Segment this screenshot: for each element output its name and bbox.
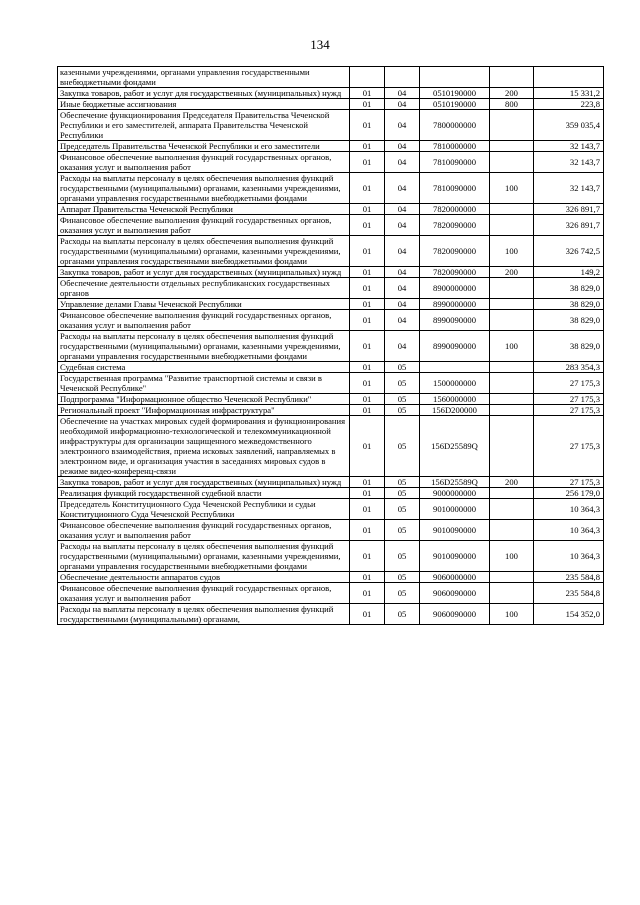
cell-section: 01 bbox=[350, 541, 385, 572]
cell-subsection: 04 bbox=[385, 88, 420, 99]
cell-name: Финансовое обеспечение выполнения функций государственных органов, оказания услуг и выполнения работ bbox=[58, 152, 350, 173]
cell-subsection: 04 bbox=[385, 299, 420, 310]
cell-target-code bbox=[420, 67, 490, 88]
cell-target-code: 156D25589Q bbox=[420, 416, 490, 477]
cell-amount: 359 035,4 bbox=[534, 110, 604, 141]
cell-amount: 235 584,8 bbox=[534, 583, 604, 604]
cell-section: 01 bbox=[350, 362, 385, 373]
cell-expense-type bbox=[490, 204, 534, 215]
cell-expense-type bbox=[490, 310, 534, 331]
cell-amount: 27 175,3 bbox=[534, 405, 604, 416]
cell-amount: 32 143,7 bbox=[534, 152, 604, 173]
cell-amount: 149,2 bbox=[534, 267, 604, 278]
cell-name: Финансовое обеспечение выполнения функций государственных органов, оказания услуг и выполнения работ bbox=[58, 520, 350, 541]
cell-expense-type: 100 bbox=[490, 541, 534, 572]
cell-target-code: 1560000000 bbox=[420, 394, 490, 405]
cell-name: Судебная система bbox=[58, 362, 350, 373]
cell-amount: 256 179,0 bbox=[534, 488, 604, 499]
cell-subsection: 05 bbox=[385, 373, 420, 394]
cell-subsection: 04 bbox=[385, 99, 420, 110]
cell-amount: 283 354,3 bbox=[534, 362, 604, 373]
cell-expense-type bbox=[490, 152, 534, 173]
table-row bbox=[58, 499, 604, 520]
cell-section: 01 bbox=[350, 520, 385, 541]
cell-expense-type bbox=[490, 67, 534, 88]
table-row bbox=[58, 299, 604, 310]
cell-name: Председатель Конституционного Суда Чеченской Республики и судьи Конституционного Суда Чеченской Республики bbox=[58, 499, 350, 520]
cell-target-code: 8900000000 bbox=[420, 278, 490, 299]
cell-section: 01 bbox=[350, 488, 385, 499]
cell-name: Государственная программа "Развитие транспортной системы и связи в Чеченской Республике" bbox=[58, 373, 350, 394]
cell-expense-type bbox=[490, 373, 534, 394]
cell-target-code: 156D25589Q bbox=[420, 477, 490, 488]
cell-expense-type bbox=[490, 488, 534, 499]
cell-expense-type: 200 bbox=[490, 267, 534, 278]
cell-section: 01 bbox=[350, 331, 385, 362]
cell-expense-type bbox=[490, 572, 534, 583]
cell-amount: 27 175,3 bbox=[534, 477, 604, 488]
table-row bbox=[58, 572, 604, 583]
cell-expense-type: 100 bbox=[490, 173, 534, 204]
page-number: 134 bbox=[310, 37, 330, 52]
cell-name: Обеспечение функционирования Председателя Правительства Чеченской Республики и его заместителей, аппарата Правительства Чеченской Республики bbox=[58, 110, 350, 141]
cell-name: Расходы на выплаты персоналу в целях обеспечения выполнения функций государственными (муниципальными) органами, казенными учреждениями, органами управления государственными внебюджетными фондами bbox=[58, 331, 350, 362]
cell-expense-type: 100 bbox=[490, 331, 534, 362]
table-row bbox=[58, 541, 604, 572]
cell-target-code: 7820090000 bbox=[420, 215, 490, 236]
table-row bbox=[58, 110, 604, 141]
cell-target-code: 9060090000 bbox=[420, 604, 490, 625]
cell-subsection: 05 bbox=[385, 520, 420, 541]
cell-target-code: 7820000000 bbox=[420, 204, 490, 215]
table-row bbox=[58, 278, 604, 299]
cell-target-code: 9010000000 bbox=[420, 499, 490, 520]
cell-name: Финансовое обеспечение выполнения функций государственных органов, оказания услуг и выполнения работ bbox=[58, 215, 350, 236]
cell-name: Финансовое обеспечение выполнения функций государственных органов, оказания услуг и выполнения работ bbox=[58, 310, 350, 331]
cell-target-code: 7810090000 bbox=[420, 173, 490, 204]
cell-amount: 10 364,3 bbox=[534, 499, 604, 520]
table-row bbox=[58, 310, 604, 331]
table-row bbox=[58, 604, 604, 625]
cell-name: Обеспечение на участках мировых судей формирования и функционирования необходимой информационно-технологической и телекоммуникационной инфраструктуры для организации защищенного межведомственного электронного взаимодействия, приема исковых заявлений, направляемых в электронном виде, и организация участия в заседаниях мировых судов в режиме видео-конференц-связи bbox=[58, 416, 350, 477]
cell-section: 01 bbox=[350, 278, 385, 299]
cell-amount: 10 364,3 bbox=[534, 541, 604, 572]
cell-expense-type bbox=[490, 215, 534, 236]
cell-section: 01 bbox=[350, 299, 385, 310]
cell-subsection: 05 bbox=[385, 477, 420, 488]
table-row bbox=[58, 477, 604, 488]
cell-subsection: 04 bbox=[385, 110, 420, 141]
cell-amount: 326 891,7 bbox=[534, 204, 604, 215]
cell-name: Обеспечение деятельности отдельных республиканских государственных органов bbox=[58, 278, 350, 299]
cell-target-code: 0510190000 bbox=[420, 99, 490, 110]
cell-name: Реализация функций государственной судебной власти bbox=[58, 488, 350, 499]
cell-name: Управление делами Главы Чеченской Республики bbox=[58, 299, 350, 310]
cell-subsection: 05 bbox=[385, 488, 420, 499]
cell-section: 01 bbox=[350, 572, 385, 583]
cell-expense-type bbox=[490, 405, 534, 416]
cell-amount: 32 143,7 bbox=[534, 141, 604, 152]
cell-amount: 38 829,0 bbox=[534, 310, 604, 331]
cell-amount: 10 364,3 bbox=[534, 520, 604, 541]
cell-section: 01 bbox=[350, 215, 385, 236]
table-row bbox=[58, 88, 604, 99]
cell-expense-type: 200 bbox=[490, 88, 534, 99]
cell-subsection: 04 bbox=[385, 141, 420, 152]
cell-expense-type: 100 bbox=[490, 236, 534, 267]
cell-expense-type bbox=[490, 362, 534, 373]
cell-subsection: 04 bbox=[385, 215, 420, 236]
table-row bbox=[58, 394, 604, 405]
cell-section: 01 bbox=[350, 310, 385, 331]
cell-name: Региональный проект "Информационная инфраструктура" bbox=[58, 405, 350, 416]
cell-amount: 223,8 bbox=[534, 99, 604, 110]
cell-name: Председатель Правительства Чеченской Республики и его заместители bbox=[58, 141, 350, 152]
cell-section: 01 bbox=[350, 141, 385, 152]
cell-subsection: 05 bbox=[385, 394, 420, 405]
cell-section: 01 bbox=[350, 173, 385, 204]
cell-target-code: 8990090000 bbox=[420, 331, 490, 362]
cell-target-code: 8990090000 bbox=[420, 310, 490, 331]
cell-subsection: 05 bbox=[385, 541, 420, 572]
cell-target-code: 1500000000 bbox=[420, 373, 490, 394]
cell-subsection: 05 bbox=[385, 572, 420, 583]
cell-section: 01 bbox=[350, 477, 385, 488]
cell-subsection bbox=[385, 67, 420, 88]
table-row bbox=[58, 583, 604, 604]
cell-expense-type bbox=[490, 416, 534, 477]
cell-target-code: 0510190000 bbox=[420, 88, 490, 99]
table-row bbox=[58, 236, 604, 267]
cell-name: Закупка товаров, работ и услуг для государственных (муниципальных) нужд bbox=[58, 477, 350, 488]
cell-expense-type: 800 bbox=[490, 99, 534, 110]
cell-subsection: 04 bbox=[385, 310, 420, 331]
cell-expense-type bbox=[490, 299, 534, 310]
cell-target-code: 7800000000 bbox=[420, 110, 490, 141]
table-row bbox=[58, 173, 604, 204]
cell-amount: 32 143,7 bbox=[534, 173, 604, 204]
cell-subsection: 05 bbox=[385, 362, 420, 373]
cell-target-code: 9060090000 bbox=[420, 583, 490, 604]
cell-name: Обеспечение деятельности аппаратов судов bbox=[58, 572, 350, 583]
cell-amount: 27 175,3 bbox=[534, 416, 604, 477]
table-row bbox=[58, 488, 604, 499]
table-body bbox=[58, 67, 604, 625]
cell-section: 01 bbox=[350, 88, 385, 99]
table-row bbox=[58, 331, 604, 362]
table-row bbox=[58, 362, 604, 373]
cell-subsection: 04 bbox=[385, 204, 420, 215]
cell-name: Расходы на выплаты персоналу в целях обеспечения выполнения функций государственными (муниципальными) органами, казенными учреждениями, органами управления государственными внебюджетными фондами bbox=[58, 173, 350, 204]
table-row bbox=[58, 67, 604, 88]
cell-section: 01 bbox=[350, 204, 385, 215]
cell-amount: 326 891,7 bbox=[534, 215, 604, 236]
cell-target-code: 9000000000 bbox=[420, 488, 490, 499]
cell-expense-type bbox=[490, 110, 534, 141]
cell-amount: 235 584,8 bbox=[534, 572, 604, 583]
cell-subsection: 04 bbox=[385, 331, 420, 362]
cell-name: Иные бюджетные ассигнования bbox=[58, 99, 350, 110]
cell-section: 01 bbox=[350, 405, 385, 416]
cell-amount bbox=[534, 67, 604, 88]
cell-subsection: 05 bbox=[385, 583, 420, 604]
cell-name: Закупка товаров, работ и услуг для государственных (муниципальных) нужд bbox=[58, 88, 350, 99]
table-row bbox=[58, 267, 604, 278]
cell-expense-type: 100 bbox=[490, 604, 534, 625]
cell-expense-type bbox=[490, 141, 534, 152]
table-row bbox=[58, 141, 604, 152]
cell-section: 01 bbox=[350, 99, 385, 110]
cell-name: Расходы на выплаты персоналу в целях обеспечения выполнения функций государственными (муниципальными) органами, bbox=[58, 604, 350, 625]
cell-section: 01 bbox=[350, 110, 385, 141]
cell-expense-type: 200 bbox=[490, 477, 534, 488]
cell-target-code: 7820090000 bbox=[420, 236, 490, 267]
cell-section: 01 bbox=[350, 267, 385, 278]
cell-target-code: 8990000000 bbox=[420, 299, 490, 310]
cell-target-code: 9010090000 bbox=[420, 541, 490, 572]
cell-name: Расходы на выплаты персоналу в целях обеспечения выполнения функций государственными (муниципальными) органами, казенными учреждениями, органами управления государственными внебюджетными фондами bbox=[58, 236, 350, 267]
table-row bbox=[58, 152, 604, 173]
cell-amount: 38 829,0 bbox=[534, 278, 604, 299]
cell-section: 01 bbox=[350, 499, 385, 520]
table-row bbox=[58, 373, 604, 394]
cell-amount: 27 175,3 bbox=[534, 394, 604, 405]
cell-name: Закупка товаров, работ и услуг для государственных (муниципальных) нужд bbox=[58, 267, 350, 278]
cell-subsection: 04 bbox=[385, 236, 420, 267]
cell-subsection: 05 bbox=[385, 416, 420, 477]
cell-amount: 326 742,5 bbox=[534, 236, 604, 267]
cell-amount: 38 829,0 bbox=[534, 331, 604, 362]
cell-name: Подпрограмма "Информационное общество Чеченской Республики" bbox=[58, 394, 350, 405]
table-row bbox=[58, 204, 604, 215]
cell-expense-type bbox=[490, 394, 534, 405]
cell-subsection: 04 bbox=[385, 173, 420, 204]
cell-section: 01 bbox=[350, 152, 385, 173]
cell-subsection: 04 bbox=[385, 152, 420, 173]
cell-section: 01 bbox=[350, 236, 385, 267]
cell-target-code: 7810090000 bbox=[420, 152, 490, 173]
table-row bbox=[58, 416, 604, 477]
cell-target-code: 7810000000 bbox=[420, 141, 490, 152]
table-row bbox=[58, 215, 604, 236]
cell-subsection: 05 bbox=[385, 499, 420, 520]
cell-amount: 154 352,0 bbox=[534, 604, 604, 625]
cell-expense-type bbox=[490, 499, 534, 520]
cell-name: Расходы на выплаты персоналу в целях обеспечения выполнения функций государственными (муниципальными) органами, казенными учреждениями, органами управления государственными внебюджетными фондами bbox=[58, 541, 350, 572]
cell-section: 01 bbox=[350, 373, 385, 394]
cell-expense-type bbox=[490, 520, 534, 541]
cell-section: 01 bbox=[350, 394, 385, 405]
cell-section: 01 bbox=[350, 604, 385, 625]
cell-expense-type bbox=[490, 583, 534, 604]
cell-amount: 15 331,2 bbox=[534, 88, 604, 99]
cell-expense-type bbox=[490, 278, 534, 299]
cell-section: 01 bbox=[350, 416, 385, 477]
table-row bbox=[58, 99, 604, 110]
cell-name: Финансовое обеспечение выполнения функций государственных органов, оказания услуг и выполнения работ bbox=[58, 583, 350, 604]
cell-subsection: 04 bbox=[385, 267, 420, 278]
cell-target-code: 9010090000 bbox=[420, 520, 490, 541]
cell-target-code bbox=[420, 362, 490, 373]
cell-subsection: 05 bbox=[385, 405, 420, 416]
cell-subsection: 04 bbox=[385, 278, 420, 299]
cell-target-code: 156D200000 bbox=[420, 405, 490, 416]
cell-name: казенными учреждениями, органами управления государственными внебюджетными фондами bbox=[58, 67, 350, 88]
cell-section bbox=[350, 67, 385, 88]
cell-section: 01 bbox=[350, 583, 385, 604]
budget-table bbox=[57, 66, 604, 625]
cell-amount: 38 829,0 bbox=[534, 299, 604, 310]
cell-target-code: 7820090000 bbox=[420, 267, 490, 278]
cell-subsection: 05 bbox=[385, 604, 420, 625]
cell-target-code: 9060000000 bbox=[420, 572, 490, 583]
cell-name: Аппарат Правительства Чеченской Республики bbox=[58, 204, 350, 215]
table-row bbox=[58, 520, 604, 541]
table-row bbox=[58, 405, 604, 416]
cell-amount: 27 175,3 bbox=[534, 373, 604, 394]
